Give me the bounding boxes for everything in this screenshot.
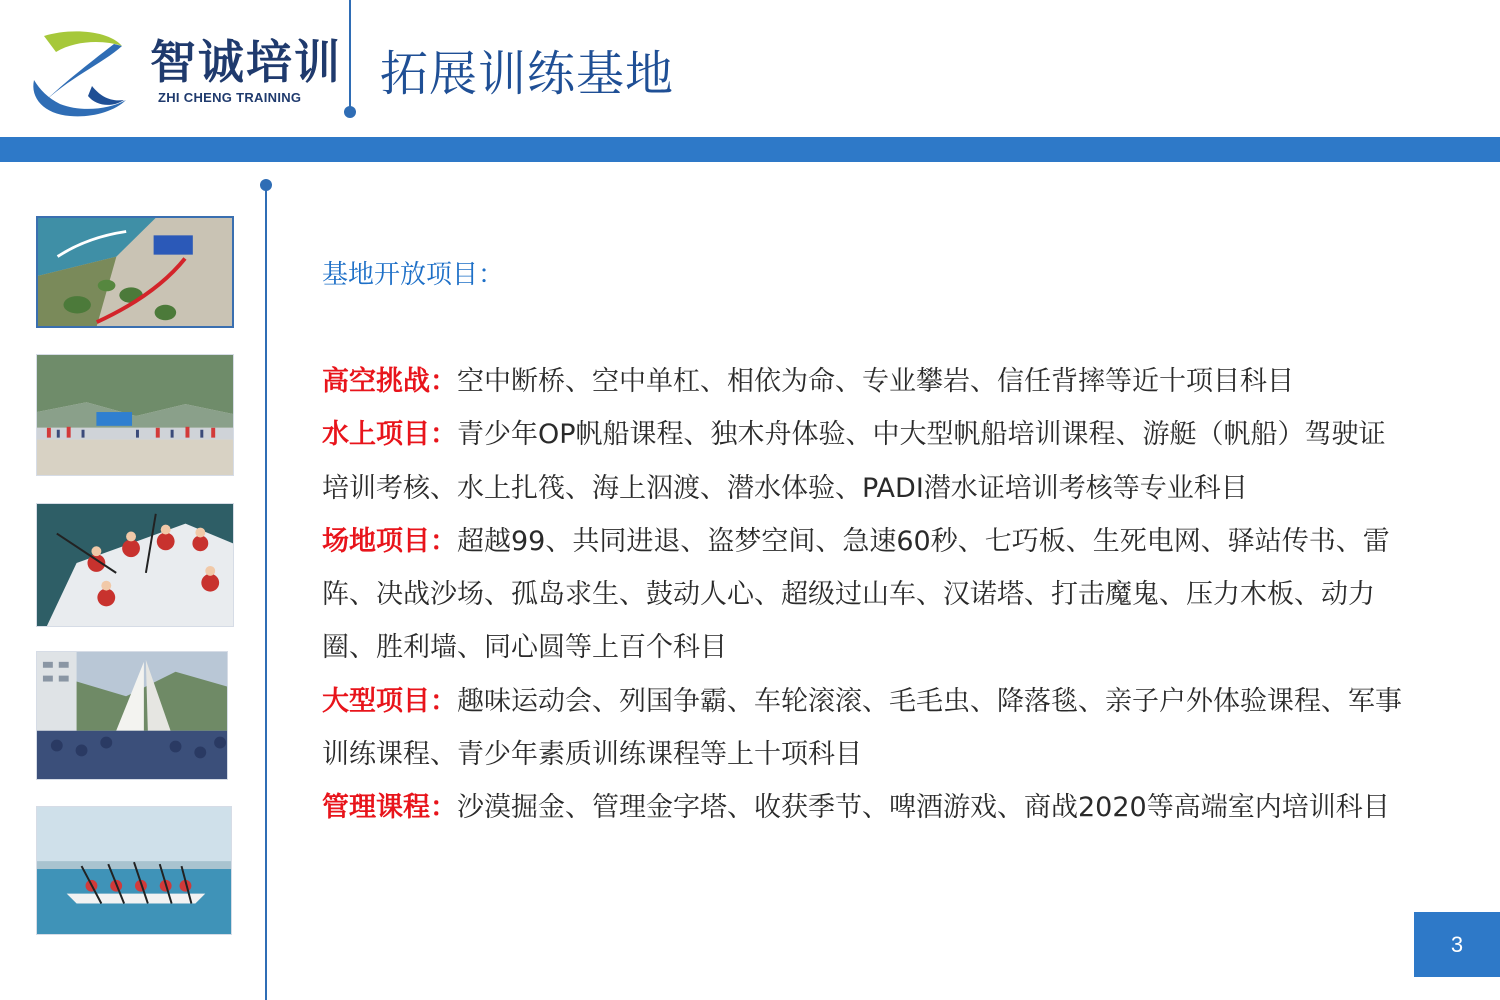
program-item-label: 场地项目： — [322, 525, 457, 557]
brand-logo-icon — [30, 26, 130, 120]
program-item-label: 水上项目： — [322, 419, 457, 451]
photo-aerial-beach-base — [36, 216, 234, 328]
program-item-text: 青少年OP帆船课程、独木舟体验、中大型帆船培训课程、游艇（帆船）驾驶证培训考核、水上扎筏、海上泅渡、潜水体验、PADI潜水证培训考核等专业科目 — [322, 419, 1386, 504]
program-item-water — [322, 408, 1402, 515]
header-divider — [349, 0, 351, 112]
program-item-text: 沙漠掘金、管理金字塔、收获季节、啤酒游戏、商战2020等高端室内培训科目 — [457, 792, 1390, 824]
page-number: 3 — [1450, 931, 1464, 957]
program-item-ground — [322, 515, 1402, 675]
content-divider-dot — [260, 179, 272, 191]
header-band — [0, 137, 1500, 162]
program-item-text: 空中断桥、空中单杠、相依为命、专业攀岩、信任背摔等近十项目科目 — [457, 366, 1294, 397]
program-list — [322, 355, 1402, 835]
program-item-label: 高空挑战： — [322, 366, 457, 397]
header-divider-dot — [344, 106, 356, 118]
content-divider — [265, 185, 267, 1000]
photo-sailing-team — [36, 503, 234, 627]
page-title: 拓展训练基地 — [380, 46, 675, 102]
photo-kayak-team — [36, 806, 232, 935]
program-item-high-altitude — [322, 355, 1402, 408]
brand-name: 智诚培训 — [150, 35, 342, 89]
program-item-label: 大型项目： — [322, 685, 457, 717]
program-item-label: 管理课程： — [322, 792, 457, 824]
program-item-management — [322, 781, 1402, 834]
page-number-badge — [1414, 912, 1500, 977]
program-item-text: 趣味运动会、列国争霸、车轮滚滚、毛毛虫、降落毯、亲子户外体验课程、军事训练课程、青少年素质训练课程等上十项科目 — [322, 685, 1402, 771]
program-item-large-scale — [322, 675, 1402, 782]
photo-sailboat-crowd — [36, 651, 228, 780]
photo-team-event-lakeside — [36, 354, 234, 476]
section-heading: 基地开放项目： — [322, 260, 505, 290]
brand-name-english: ZHI CHENG TRAINING — [158, 90, 302, 105]
program-item-text: 超越99、共同进退、盗梦空间、急速60秒、七巧板、生死电网、驿站传书、雷阵、决战沙场、孤岛求生、鼓动人心、超级过山车、汉诺塔、打击魔鬼、压力木板、动力圈、胜利墙、同心圆等上百个科目 — [322, 525, 1390, 664]
